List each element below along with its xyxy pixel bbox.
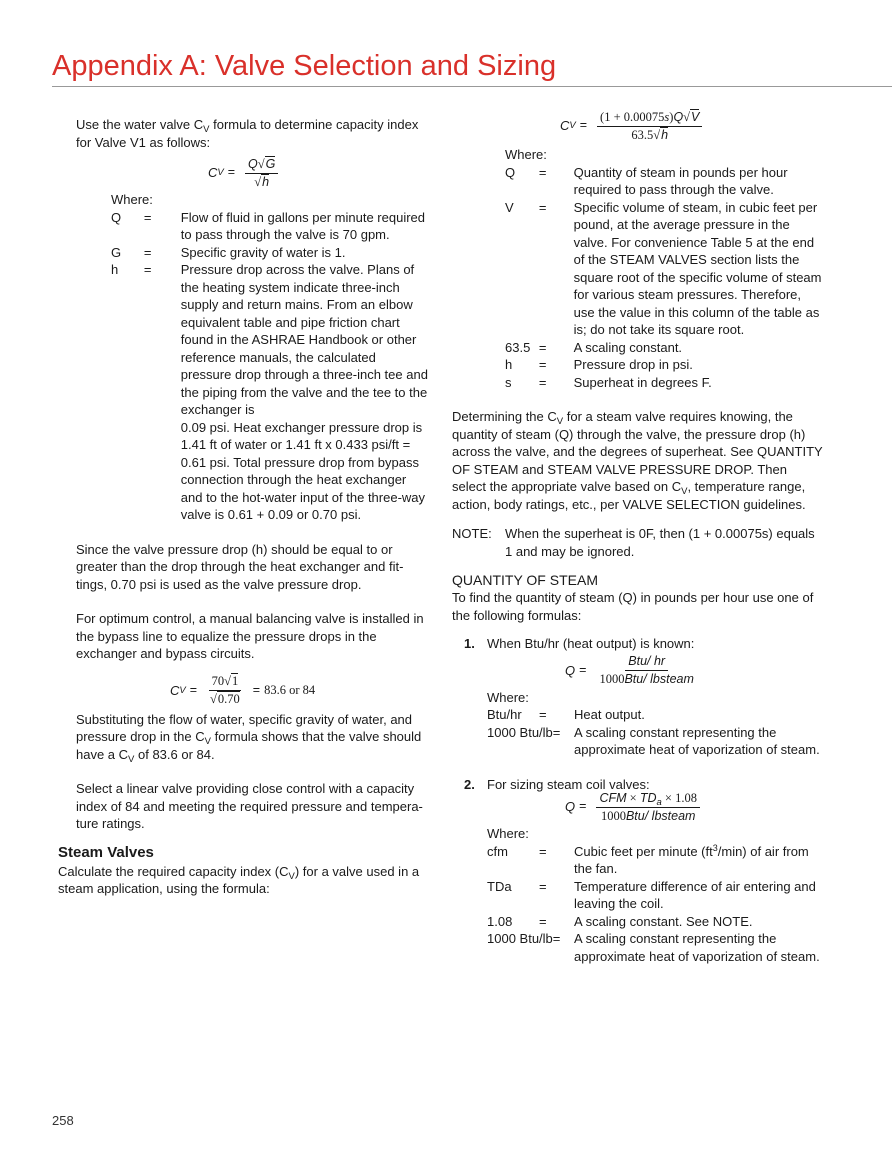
def-row-cfm: cfm = Cubic feet per minute $(ft^3/\min)$ of air from the fan. (487, 842, 809, 876)
cfm-where-block: Where: cfm = Cubic feet per minute $(ft^3/\min)$ of air from the fan. TDa = Temperature difference of air entering and leaving the coil. 1.08 = A scaling constant. See NOTE. 1000 Btu/lb= A scaling constant representing the approximate heat of vaporization of steam. (487, 825, 824, 965)
page-title: Appendix A: Valve Selection and Sizing (52, 50, 557, 82)
water-cv-formula: C V = $\frac{Q√G}{√h}$ (208, 155, 430, 191)
steam-definitions (505, 164, 824, 392)
optimum-paragraph: For optimum control, a manual balancing valve is installed in the bypass line to equalize the pressure drops in the exchanger and bypass circuits. (76, 611, 424, 661)
water-where-block: Where: Q = Flow of fluid in gallons per minute required to pass through the valve is 70 gpm. G = Specific gravity of water is 1. h = Pressure drop across the valve. Plans of the heating system indicate three-inch supply and return mains. From an elbow equivalent table and pipe friction chart found in the ASHRAE Handbook or other reference manuals, the calculated pressure drop through a three-inch tee and the piping from the valve and the tee to the exchanger is 0.09 psi. Heat exchanger pressure drop is 1.41 ft of water or 1.41 ft x 0.433 psi/ft = 0.61 psi. Total pressure drop from bypass connection through the heat exchanger and to the hot-water input of the three-way valve is 0.61 + 0.09 or 0.70 psi. (111, 191, 430, 524)
btu-where-block: Where: Btu/hr = Heat output. 1000 Btu/lb= A scaling constant representing the approximate heat of vaporization of steam. (487, 689, 824, 759)
right-column (452, 106, 824, 965)
def-row-108: 1.08 = A scaling constant. See NOTE. (487, 913, 753, 929)
select-paragraph: Select a linear valve providing close control with a capacity index of 84 and meeting the required pressure and tempera-ture ratings. (76, 781, 423, 831)
def-row-btuhr: Btu/hr = Heat output. (487, 707, 645, 722)
steam-cv-formula: C V = $\frac{(1 + 0.00075s)Q√V}{63.5√h}$ (560, 106, 824, 146)
steam-where-block: Where: Q = Quantity of steam in pounds per hour required to pass through the valve. V = Specific volume of steam, in cubic feet per pound, at the average pressure in the valve. For convenience Table 5 at the end of the STEAM VALVES section lists the square root of the specific volume of steam for various steam pressures. Therefore, use the value in this column of the table as is; do not take its square root. 63.5 = A scaling constant. h = Pressure drop in psi. s = Superheat in degrees F. (505, 146, 824, 391)
quantity-of-steam-heading: QUANTITY OF STEAM (452, 572, 598, 588)
page-number: 258 (52, 1113, 74, 1128)
steam-intro-paragraph: Calculate the required capacity index $(C_V)$ for a valve used in a steam application, using the formula: (58, 863, 420, 896)
list-item-1: 1. When Btu/hr (heat output) is known: (464, 636, 695, 651)
cv-calculation-formula: C V = $\frac{70√1}{√0.70}$ = 83.6 or 84 (170, 674, 316, 706)
def-row-g: G = Specific gravity of water is 1. (111, 244, 346, 260)
def-row-1000btu: 1000 Btu/lb= A scaling constant representing the approximate heat of vaporization of steam. (487, 724, 820, 757)
intro-paragraph: Use the water valve $C_V$ formula to determine capacity index for Valve V1 as follows: (76, 117, 419, 150)
since-paragraph: Since the valve pressure drop (h) should be equal to or greater than the drop through the heat exchanger and fit-tings, 0.70 psi is used as the valve pressure drop. (76, 541, 404, 592)
def-row-h: h = Pressure drop in psi. (505, 357, 693, 372)
steam-valves-heading: Steam Valves (58, 843, 154, 861)
btu-formula: Q = $\frac{\text{Btu/ hr}}{\text{1000Btu/ lbsteam}}$ (565, 654, 694, 686)
def-row-635: 63.5 = A scaling constant. (505, 339, 683, 355)
substituting-paragraph: Substituting the flow of water, specific gravity of water, and pressure drop in the $C_V$ formula shows that the valve should have a $C_V$ of 83.6 or 84. (76, 711, 422, 765)
water-definitions (111, 209, 430, 524)
title-rule (52, 86, 892, 87)
note-block: NOTE: When the superheat is 0F, then (1 + 0.00075s) equals 1 and may be ignored. (452, 526, 815, 559)
determining-paragraph: Determining the $C_V$ for a steam valve requires knowing, the quantity of steam (Q) through the valve, the pressure drop (h) across the valve, and the degrees of superheat. See QUANTITY OF STEAM and STEAM VALVE PRESSURE DROP. Then select the appropriate valve based on $C_V$, temperature range, action, body ratings, etc., per VALVE SELECTION guidelines. (452, 409, 823, 512)
def-row-q: Q = Quantity of steam in pounds per hour required to pass through the valve. (505, 164, 788, 197)
def-row-h: h = Pressure drop across the valve. Plans of the heating system indicate three-inch supply and return mains. From an elbow equivalent table and pipe friction chart found in the ASHRAE Handbook or other reference manuals, the calculated pressure drop through a three-inch tee and the piping from the valve and the tee to the exchanger is 0.09 psi. Heat exchanger pressure drop is 1.41 ft of water or 1.41 ft x 0.433 psi/ft = 0.61 psi. Total pressure drop from bypass connection through the heat exchanger and to the hot-water input of the three-way valve is 0.61 + 0.09 or 0.70 psi. (111, 262, 428, 522)
def-row-1000btu: 1000 Btu/lb= A scaling constant representing the approximate heat of vaporization of steam. (487, 931, 820, 964)
def-row-v: V = Specific volume of steam, in cubic feet per pound, at the average pressure in the valve. For convenience Table 5 at the end of the STEAM VALVES section lists the square root of the specific volume of steam for various steam pressures. Therefore, use the value in this column of the table as is; do not take its square root. (505, 199, 822, 337)
cfm-formula: Q = $\frac{CFM \times TD_a \times 1.08}{\text{1000Btu/ lbsteam}}$ (565, 789, 824, 825)
quantity-intro-paragraph: To find the quantity of steam (Q) in pounds per hour use one of the following formulas: (452, 590, 814, 623)
def-row-s: s = Superheat in degrees F. (505, 374, 712, 390)
def-row-tda: TDa = Temperature difference of air entering and leaving the coil. (487, 878, 816, 911)
left-column (58, 116, 430, 898)
def-row-q: Q = Flow of fluid in gallons per minute required to pass through the valve is 70 gpm. (111, 209, 426, 242)
list-item-2: 2. For sizing steam coil valves: (464, 776, 650, 792)
